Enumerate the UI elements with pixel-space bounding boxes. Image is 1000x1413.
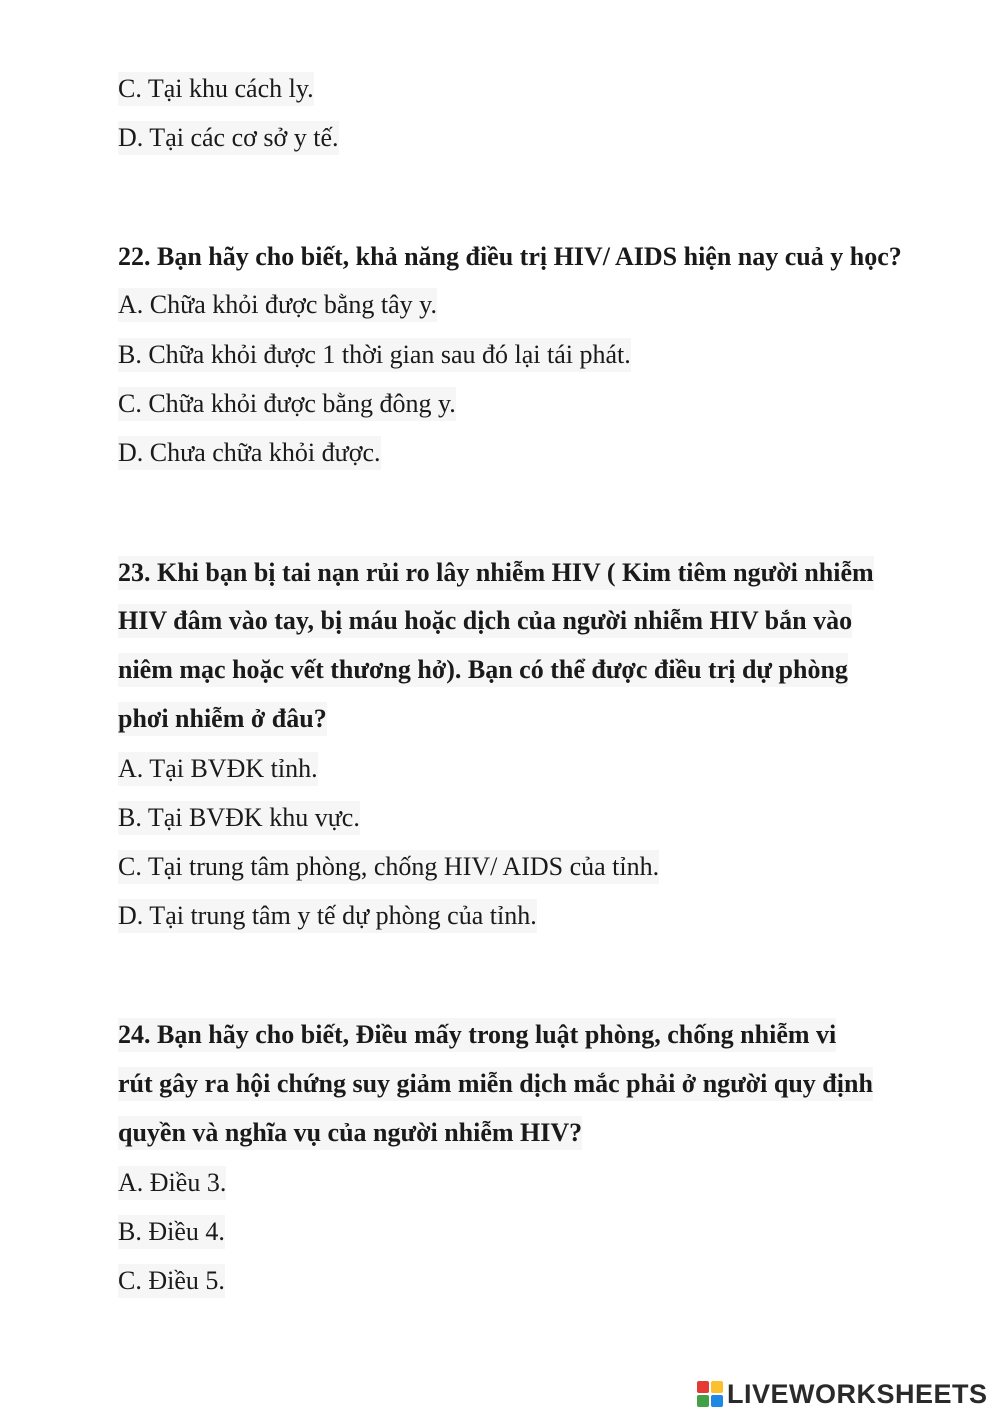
q23-question-line-1: 23. Khi bạn bị tai nạn rủi ro lây nhiễm HIV ( Kim tiêm người nhiễm bbox=[118, 556, 874, 590]
q24-question-line-1: 24. Bạn hãy cho biết, Điều mấy trong luật phòng, chống nhiễm vi bbox=[118, 1018, 836, 1052]
q22-option-c: C. Chữa khỏi được bằng đông y. bbox=[118, 387, 456, 421]
logo-square-red bbox=[697, 1381, 709, 1393]
q22-option-a: A. Chữa khỏi được bằng tây y. bbox=[118, 288, 437, 322]
q22-option-b: B. Chữa khỏi được 1 thời gian sau đó lại tái phát. bbox=[118, 338, 631, 372]
q21-option-c: C. Tại khu cách ly. bbox=[118, 72, 314, 106]
logo-square-yellow bbox=[711, 1381, 723, 1393]
q23-option-b: B. Tại BVĐK khu vực. bbox=[118, 801, 360, 835]
q22-question: 22. Bạn hãy cho biết, khả năng điều trị HIV/ AIDS hiện nay cuả y học? bbox=[118, 242, 902, 271]
q24-option-a: A. Điều 3. bbox=[118, 1166, 226, 1200]
logo-square-green bbox=[697, 1395, 709, 1407]
liveworksheets-logo[interactable] bbox=[697, 1378, 988, 1410]
q23-question-line-2: HIV đâm vào tay, bị máu hoặc dịch của người nhiễm HIV bắn vào bbox=[118, 604, 852, 638]
q23-option-d: D. Tại trung tâm y tế dự phòng của tỉnh. bbox=[118, 899, 537, 933]
q23-question-line-3: niêm mạc hoặc vết thương hở). Bạn có thể được điều trị dự phòng bbox=[118, 653, 848, 687]
q24-question-line-2: rút gây ra hội chứng suy giảm miễn dịch mắc phải ở người quy định bbox=[118, 1067, 873, 1101]
q24-question-line-3: quyền và nghĩa vụ của người nhiễm HIV? bbox=[118, 1116, 582, 1150]
q23-option-c: C. Tại trung tâm phòng, chống HIV/ AIDS của tỉnh. bbox=[118, 850, 659, 884]
q21-option-d: D. Tại các cơ sở y tế. bbox=[118, 121, 339, 155]
q23-question-line-4: phơi nhiễm ở đâu? bbox=[118, 702, 327, 736]
q24-option-b: B. Điều 4. bbox=[118, 1215, 225, 1249]
q23-option-a: A. Tại BVĐK tỉnh. bbox=[118, 752, 318, 786]
q22-option-d: D. Chưa chữa khỏi được. bbox=[118, 436, 381, 470]
liveworksheets-brand-text: LIVEWORKSHEETS bbox=[727, 1378, 988, 1409]
liveworksheets-logo-icon bbox=[697, 1381, 723, 1407]
q24-option-c: C. Điều 5. bbox=[118, 1264, 225, 1298]
logo-square-blue bbox=[711, 1395, 723, 1407]
